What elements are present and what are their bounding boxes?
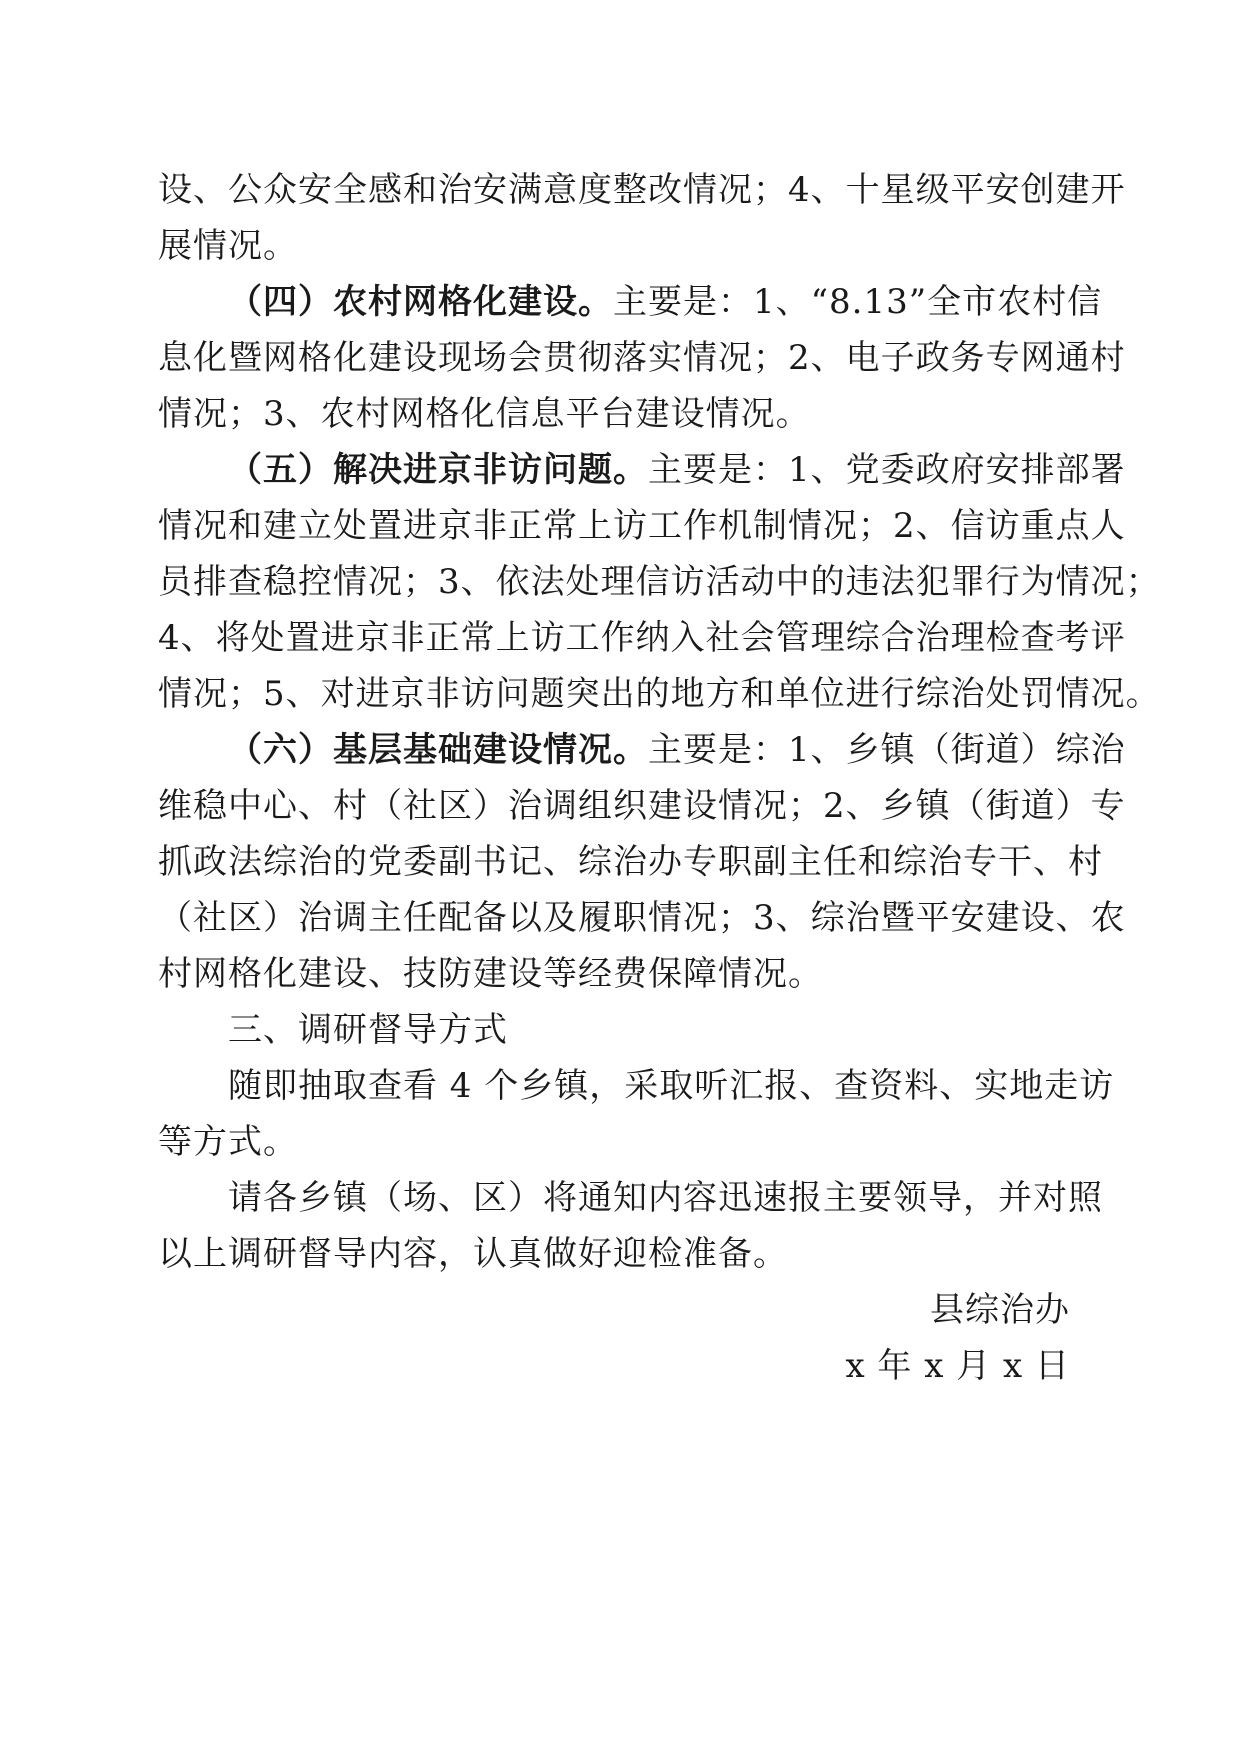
section-six-text: 主要是：1、乡镇（街道）综治 xyxy=(648,730,1126,770)
body-line: 展情况。 xyxy=(158,226,298,266)
section-four-line xyxy=(228,282,1102,322)
body-line: 情况；5、对进京非访问题突出的地方和单位进行综治处罚情况。 xyxy=(158,674,1161,714)
body-line: 员排查稳控情况；3、依法处理信访活动中的违法犯罪行为情况； xyxy=(158,562,1161,602)
section-five-heading: （五）解决进京非访问题。 xyxy=(228,450,648,490)
body-line: 息化暨网格化建设现场会贯彻落实情况；2、电子政务专网通村 xyxy=(158,338,1126,378)
signature-org: 县综治办 xyxy=(930,1290,1070,1330)
body-line: 随即抽取查看 4 个乡镇，采取听汇报、查资料、实地走访 xyxy=(228,1066,1115,1106)
section-four-heading: （四）农村网格化建设。 xyxy=(228,282,613,322)
body-line: 情况和建立处置进京非正常上访工作机制情况；2、信访重点人 xyxy=(158,506,1126,546)
body-line: 请各乡镇（场、区）将通知内容迅速报主要领导，并对照 xyxy=(228,1178,1103,1218)
section-five-line xyxy=(228,450,1126,490)
body-line: 维稳中心、村（社区）治调组织建设情况；2、乡镇（街道）专 xyxy=(158,786,1126,826)
section-three-heading: 三、调研督导方式 xyxy=(228,1010,508,1050)
body-line: 以上调研督导内容，认真做好迎检准备。 xyxy=(158,1234,788,1274)
section-five-text: 主要是：1、党委政府安排部署 xyxy=(648,450,1126,490)
body-line: 抓政法综治的党委副书记、综治办专职副主任和综治专干、村 xyxy=(158,842,1103,882)
body-line: 设、公众安全感和治安满意度整改情况；4、十星级平安创建开 xyxy=(158,170,1126,210)
body-line: 4、将处置进京非正常上访工作纳入社会管理综合治理检查考评 xyxy=(158,618,1126,658)
section-six-heading: （六）基层基础建设情况。 xyxy=(228,730,648,770)
body-line: （社区）治调主任配备以及履职情况；3、综治暨平安建设、农 xyxy=(158,898,1126,938)
body-line: 情况；3、农村网格化信息平台建设情况。 xyxy=(158,394,811,434)
section-four-text: 主要是：1、“8.13”全市农村信 xyxy=(613,282,1103,322)
signature-date: x 年 x 月 x 日 xyxy=(845,1346,1070,1386)
body-line: 等方式。 xyxy=(158,1122,298,1162)
section-six-line xyxy=(228,730,1126,770)
body-line: 村网格化建设、技防建设等经费保障情况。 xyxy=(158,954,823,994)
